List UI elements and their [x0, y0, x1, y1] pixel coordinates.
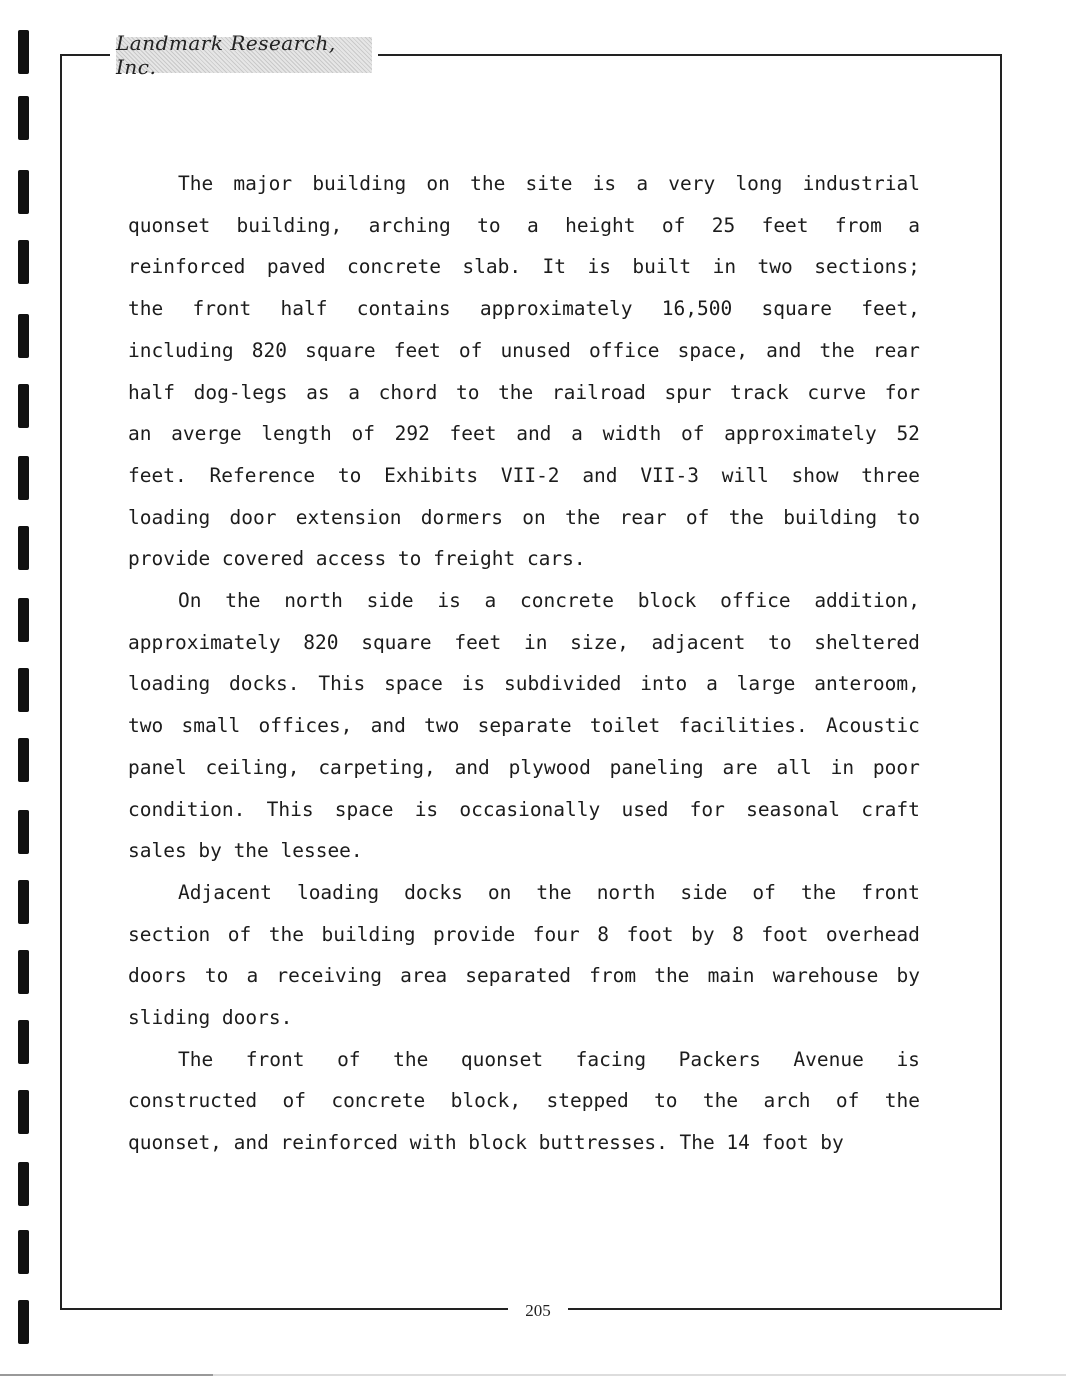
- binding-hole: [18, 170, 29, 214]
- binding-hole: [18, 880, 29, 924]
- binding-hole: [18, 668, 29, 712]
- binding-hole: [18, 526, 29, 570]
- text-line: sliding doors.: [128, 1006, 293, 1029]
- binding-hole: [18, 598, 29, 642]
- text-line: provide covered access to freight cars.: [128, 547, 586, 570]
- binding-hole: [18, 950, 29, 994]
- text-line: The major building on the site is a very long industrial: [178, 172, 920, 195]
- binding-hole: [18, 1020, 29, 1064]
- letterhead-logo: [110, 31, 378, 79]
- binding-hole: [18, 456, 29, 500]
- text-line: condition. This space is occasionally used for seasonal craft: [128, 798, 920, 821]
- text-line: including 820 square feet of unused office space, and the rear: [128, 339, 920, 362]
- binding-hole: [18, 738, 29, 782]
- binding-hole: [18, 240, 29, 284]
- binding-hole: [18, 1090, 29, 1134]
- text-line: section of the building provide four 8 foot by 8 foot overhead: [128, 923, 920, 946]
- binding-holes: [0, 0, 40, 1380]
- binding-hole: [18, 96, 29, 140]
- text-line: The front of the quonset facing Packers Avenue is: [178, 1048, 920, 1071]
- binding-hole: [18, 1300, 29, 1344]
- page-number: 205: [508, 1296, 568, 1326]
- text-line: two small offices, and two separate toilet facilities. Acoustic: [128, 714, 920, 737]
- text-line: quonset, and reinforced with block buttresses. The 14 foot by: [128, 1131, 844, 1154]
- text-line: quonset building, arching to a height of 25 feet from a: [128, 214, 920, 237]
- text-line: loading door extension dormers on the rear of the building to: [128, 506, 920, 529]
- text-line: constructed of concrete block, stepped to the arch of the: [128, 1089, 920, 1112]
- text-line: the front half contains approximately 16,500 square feet,: [128, 297, 920, 320]
- logo-text: Landmark Research, Inc.: [116, 37, 372, 73]
- binding-hole: [18, 30, 29, 74]
- text-line: an averge length of 292 feet and a width of approximately 52: [128, 422, 920, 445]
- text-line: doors to a receiving area separated from the main warehouse by: [128, 964, 920, 987]
- text-line: half dog-legs as a chord to the railroad spur track curve for: [128, 381, 920, 404]
- binding-hole: [18, 314, 29, 358]
- text-line: loading docks. This space is subdivided into a large anteroom,: [128, 672, 920, 695]
- binding-hole: [18, 384, 29, 428]
- binding-hole: [18, 1230, 29, 1274]
- text-line: Adjacent loading docks on the north side of the front: [178, 881, 920, 904]
- scan-edge: [0, 1374, 1066, 1376]
- text-line: sales by the lessee.: [128, 839, 363, 862]
- text-line: reinforced paved concrete slab. It is built in two sections;: [128, 255, 920, 278]
- text-line: feet. Reference to Exhibits VII-2 and VII-3 will show three: [128, 464, 920, 487]
- text-line: approximately 820 square feet in size, adjacent to sheltered: [128, 631, 920, 654]
- text-line: panel ceiling, carpeting, and plywood paneling are all in poor: [128, 756, 920, 779]
- text-line: On the north side is a concrete block office addition,: [178, 589, 920, 612]
- binding-hole: [18, 1162, 29, 1206]
- binding-hole: [18, 810, 29, 854]
